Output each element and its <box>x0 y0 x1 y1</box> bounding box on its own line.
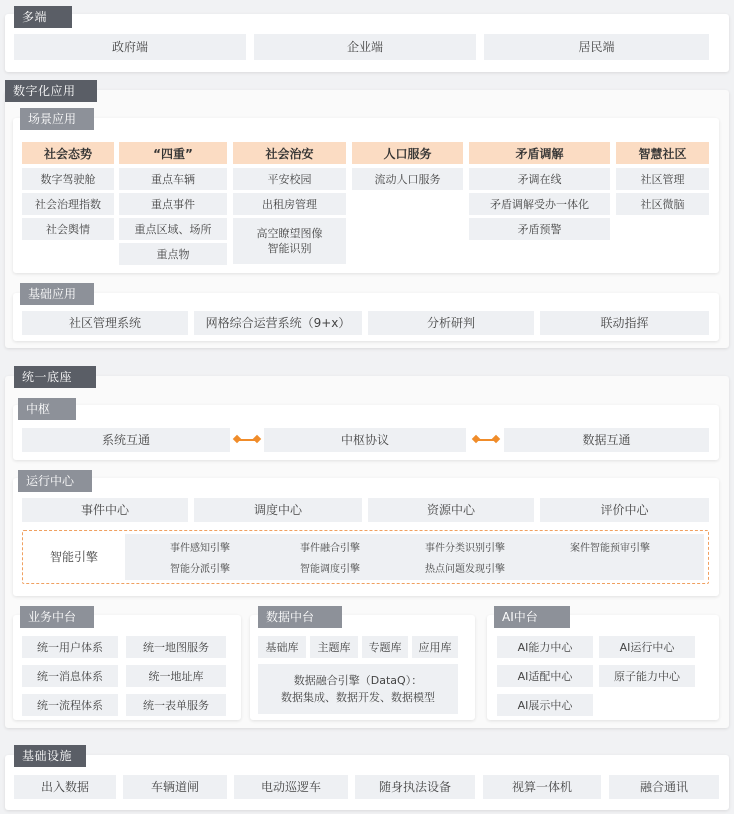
scene-item: 平安校园 <box>233 168 346 190</box>
data-platform-item: 主题库 <box>310 636 358 658</box>
ops-center-item: 调度中心 <box>194 498 362 522</box>
ops-center-item: 资源中心 <box>368 498 534 522</box>
scene-item: 矛盾调解受办一体化 <box>469 193 610 215</box>
smart-engine-label: 智能引擎 <box>28 534 120 580</box>
scene-item: 数字驾驶舱 <box>22 168 114 190</box>
data-platform-item: 应用库 <box>412 636 458 658</box>
ai-platform-item: AI适配中心 <box>497 665 593 687</box>
biz-platform-item: 统一用户体系 <box>22 636 118 658</box>
digital-app-title: 数字化应用 <box>5 80 97 102</box>
biz-platform-item: 统一消息体系 <box>22 665 118 687</box>
infra-title: 基础设施 <box>14 745 86 767</box>
bidirectional-arrow-icon <box>236 439 258 441</box>
hub-title: 中枢 <box>18 398 76 420</box>
infra-item: 车辆道闸 <box>123 775 227 799</box>
scene-item: 重点事件 <box>119 193 227 215</box>
scene-item: 重点区域、场所 <box>119 218 227 240</box>
engine-item: 事件感知引擎 <box>170 543 230 554</box>
scene-item: 矛盾预警 <box>469 218 610 240</box>
scene-header-population: 人口服务 <box>352 142 463 164</box>
ai-platform-item: AI运行中心 <box>599 636 695 658</box>
engine-item: 事件分类识别引擎 <box>425 543 505 554</box>
basic-app-item: 网格综合运营系统（9+x） <box>194 311 362 335</box>
biz-platform-item: 统一流程体系 <box>22 694 118 716</box>
scene-item: 高空瞭望图像 智能识别 <box>233 218 346 264</box>
infra-item: 融合通讯 <box>609 775 719 799</box>
data-platform-item: 专题库 <box>362 636 408 658</box>
resident-terminal: 居民端 <box>484 34 709 60</box>
basic-app-item: 社区管理系统 <box>22 311 188 335</box>
biz-platform-item: 统一表单服务 <box>126 694 226 716</box>
scene-header-mediation: 矛盾调解 <box>469 142 610 164</box>
scene-item: 社区管理 <box>616 168 709 190</box>
biz-platform-title: 业务中台 <box>20 606 94 628</box>
scene-item: 出租房管理 <box>233 193 346 215</box>
scene-item: 重点车辆 <box>119 168 227 190</box>
infra-item: 出入数据 <box>14 775 116 799</box>
hub-data-interop: 数据互通 <box>504 428 709 452</box>
engine-item: 智能调度引擎 <box>300 564 360 575</box>
data-platform-item: 基础库 <box>258 636 306 658</box>
infra-item: 视算一体机 <box>483 775 601 799</box>
basic-app-title: 基础应用 <box>20 283 94 305</box>
scene-header-four-key: “四重” <box>119 142 227 164</box>
hub-protocol: 中枢协议 <box>264 428 466 452</box>
gov-terminal: 政府端 <box>14 34 246 60</box>
engine-item: 热点问题发现引擎 <box>425 564 505 575</box>
data-platform-title: 数据中台 <box>258 606 342 628</box>
ai-platform-item: 原子能力中心 <box>599 665 695 687</box>
enterprise-terminal: 企业端 <box>254 34 476 60</box>
bidirectional-arrow-icon <box>475 439 497 441</box>
ops-center-item: 事件中心 <box>22 498 188 522</box>
engine-item: 事件融合引擎 <box>300 543 360 554</box>
scene-item: 矛调在线 <box>469 168 610 190</box>
basic-app-item: 联动指挥 <box>540 311 709 335</box>
scene-app-title: 场景应用 <box>20 108 94 130</box>
unified-base-title: 统一底座 <box>14 366 96 388</box>
ops-center-title: 运行中心 <box>18 470 92 492</box>
scene-item: 重点物 <box>119 243 227 265</box>
scene-header-smart-community: 智慧社区 <box>616 142 709 164</box>
ai-platform-item: AI能力中心 <box>497 636 593 658</box>
scene-item: 流动人口服务 <box>352 168 463 190</box>
ai-platform-item: AI展示中心 <box>497 694 593 716</box>
biz-platform-item: 统一地图服务 <box>126 636 226 658</box>
ai-platform-title: AI中台 <box>494 606 570 628</box>
data-fusion-engine: 数据融合引擎（DataQ）： 数据集成、数据开发、数据模型 <box>258 664 458 714</box>
ops-center-item: 评价中心 <box>540 498 709 522</box>
biz-platform-item: 统一地址库 <box>126 665 226 687</box>
multi-terminal-title: 多端 <box>14 6 72 28</box>
scene-header-social-situation: 社会态势 <box>22 142 114 164</box>
scene-item: 社会治理指数 <box>22 193 114 215</box>
scene-item: 社会舆情 <box>22 218 114 240</box>
engine-item: 智能分派引擎 <box>170 564 230 575</box>
infra-item: 电动巡逻车 <box>234 775 348 799</box>
scene-item: 社区微脑 <box>616 193 709 215</box>
hub-system-interop: 系统互通 <box>22 428 230 452</box>
infra-item: 随身执法设备 <box>355 775 475 799</box>
basic-app-item: 分析研判 <box>368 311 534 335</box>
scene-header-public-security: 社会治安 <box>233 142 346 164</box>
engine-item: 案件智能预审引擎 <box>570 543 650 554</box>
